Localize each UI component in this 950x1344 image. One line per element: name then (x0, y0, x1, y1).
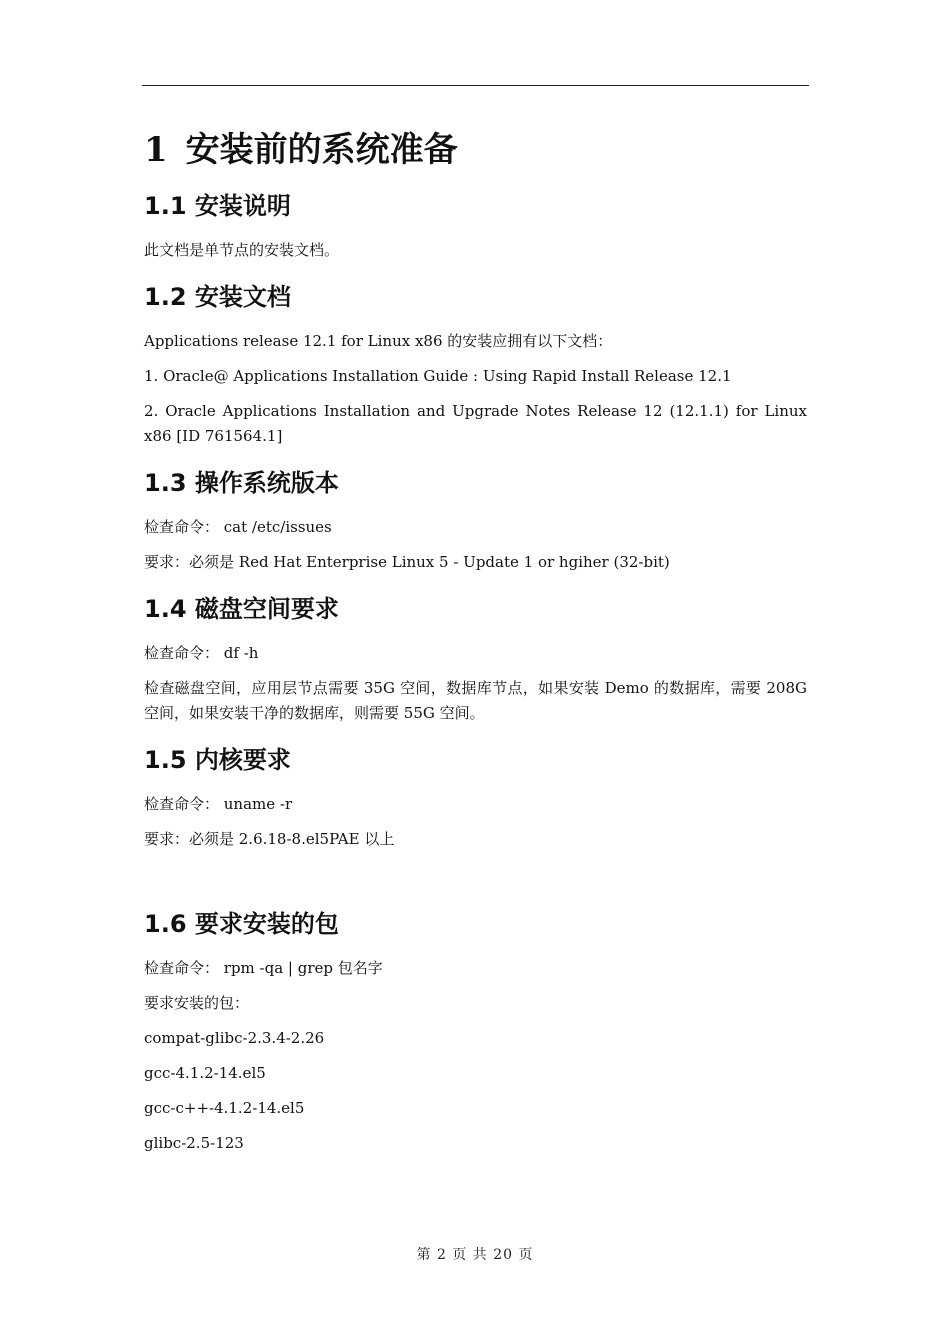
section-heading-1-2: 1.2 安装文档 (144, 283, 291, 311)
paragraph: 检查命令： uname -r (144, 795, 293, 813)
paragraph: 检查磁盘空间，应用层节点需要 35G 空间，数据库节点，如果安装 Demo 的数据库，需要 208G 空间，如果安装干净的数据库，则需要 55G 空间。 (144, 679, 807, 722)
paragraph: 检查命令： rpm -qa | grep 包名字 (144, 959, 383, 977)
paragraph: 1. Oracle@ Applications Installation Guide : Using Rapid Install Release 12.1 (144, 367, 732, 385)
paragraph: 检查命令： df -h (144, 644, 259, 662)
package-item: glibc-2.5-123 (144, 1134, 244, 1152)
package-item: gcc-4.1.2-14.el5 (144, 1064, 266, 1082)
chapter-title (144, 128, 807, 172)
paragraph: Applications release 12.1 for Linux x86 的安装应拥有以下文档： (144, 332, 613, 350)
paragraph: 要求：必须是 Red Hat Enterprise Linux 5 - Update 1 or hgiher (32-bit) (144, 553, 670, 571)
chapter-title-text: 安装前的系统准备 (185, 130, 458, 170)
section-heading-1-1: 1.1 安装说明 (144, 192, 291, 220)
page-footer: 第 2 页 共 20 页 (416, 1247, 534, 1263)
paragraph: 要求：必须是 2.6.18-8.el5PAE 以上 (144, 830, 395, 848)
paragraph: 要求安装的包： (144, 994, 250, 1012)
paragraph: 2. Oracle Applications Installation and Upgrade Notes Release 12 (12.1.1) for Linux x86 [ID 761564.1] (144, 402, 807, 445)
chapter-number: 1 (144, 130, 168, 170)
package-item: gcc-c++-4.1.2-14.el5 (144, 1099, 305, 1117)
section-heading-1-3: 1.3 操作系统版本 (144, 469, 339, 497)
page-body (144, 128, 807, 1166)
section-heading-1-5: 1.5 内核要求 (144, 746, 291, 774)
paragraph: 检查命令： cat /etc/issues (144, 518, 332, 536)
package-item: compat-glibc-2.3.4-2.26 (144, 1029, 325, 1047)
header-rule (142, 85, 809, 86)
paragraph: 此文档是单节点的安装文档。 (144, 241, 340, 259)
section-heading-1-6: 1.6 要求安装的包 (144, 910, 339, 938)
section-heading-1-4: 1.4 磁盘空间要求 (144, 595, 339, 623)
